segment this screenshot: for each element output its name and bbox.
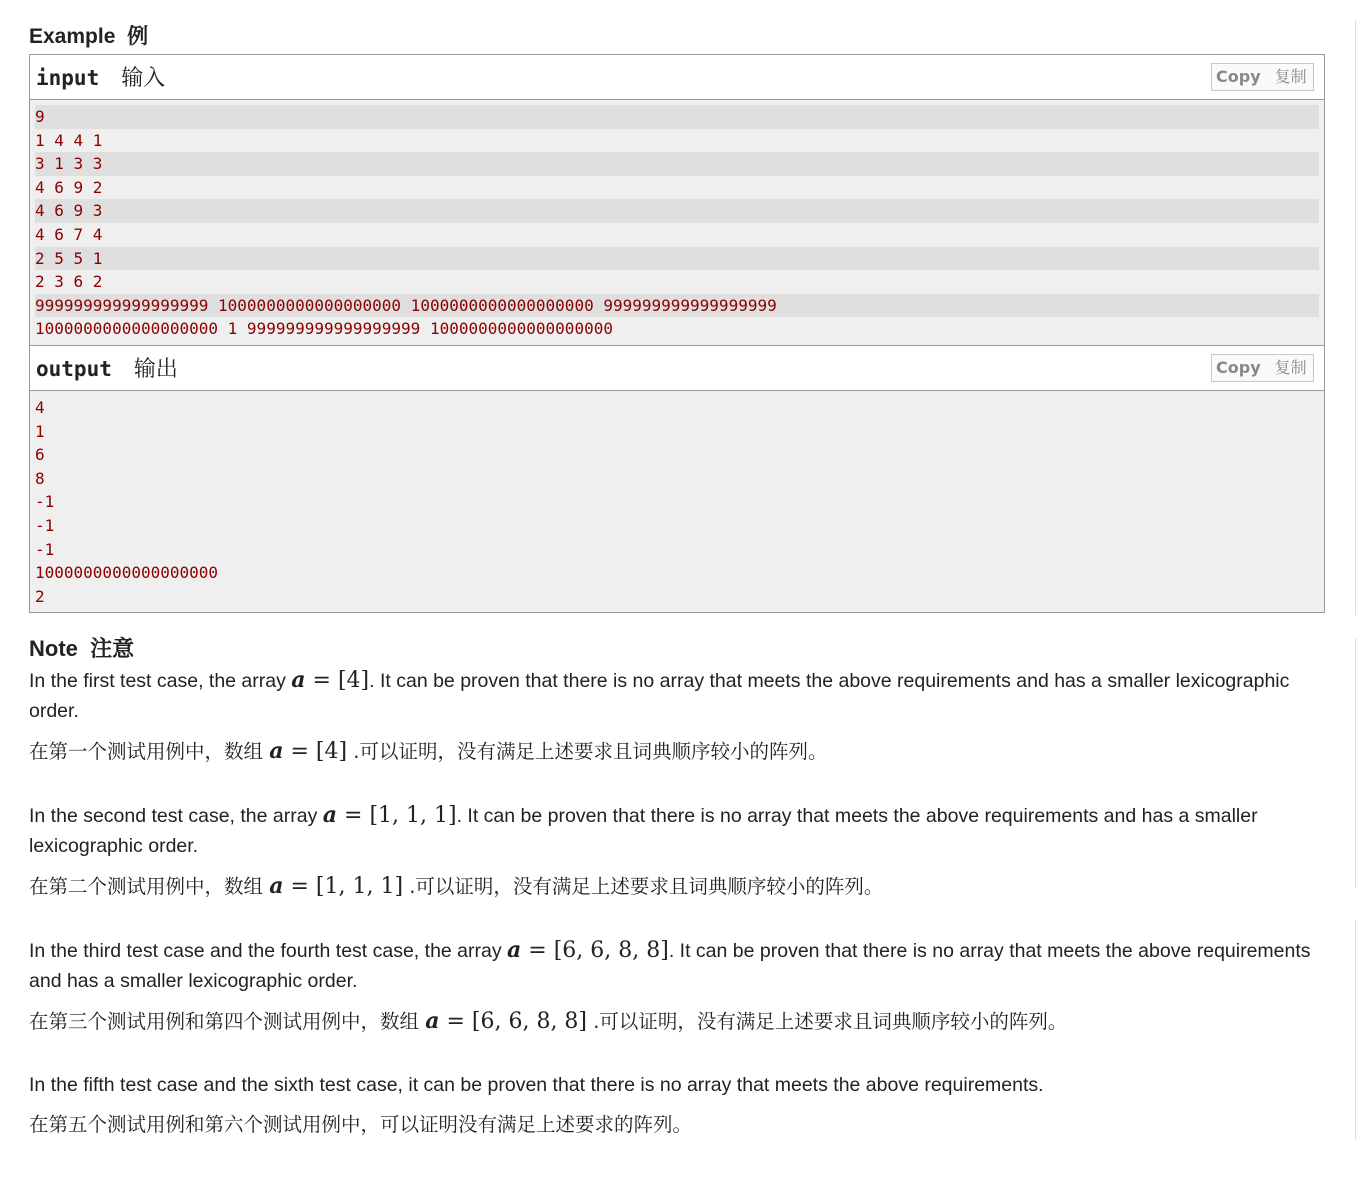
side-panel-edge bbox=[1355, 20, 1360, 615]
output-line: 6 bbox=[35, 445, 45, 465]
input-line: 9 bbox=[35, 105, 1319, 129]
note-paragraph-zh: 在第三个测试用例和第四个测试用例中，数组 a = [6, 6, 8, 8] .可以证明，没有满足上述要求且词典顺序较小的阵列。 bbox=[29, 1008, 1068, 1035]
note-content bbox=[29, 665, 1325, 1070]
math-expression: a = [6, 6, 8, 8] bbox=[425, 1008, 588, 1035]
input-line: 3 1 3 3 bbox=[35, 152, 1319, 176]
output-line: 2 bbox=[35, 586, 45, 606]
input-line: 1000000000000000000 1 999999999999999999 1000000000000000000 bbox=[35, 319, 613, 339]
math-expression: a = [1, 1, 1] bbox=[322, 802, 457, 829]
input-line: 4 6 9 2 bbox=[35, 177, 103, 197]
input-line: 1 4 4 1 bbox=[35, 130, 103, 150]
problem-page bbox=[29, 22, 1325, 1140]
math-expression: a = [6, 6, 8, 8] bbox=[507, 937, 669, 964]
math-expression: a = [1, 1, 1] bbox=[269, 873, 404, 900]
output-line: 1 bbox=[35, 421, 45, 441]
output-copy-button[interactable]: Copy 复制 bbox=[1211, 354, 1314, 382]
input-header bbox=[30, 55, 1324, 100]
note-paragraph-en: In the second test case, the array a = [1, 1, 1]. It can be proven that there is no array that meets the above requirements and has a smaller lexicographic order. bbox=[29, 802, 1258, 858]
output-line: 4 bbox=[35, 397, 45, 417]
output-label: output 输出 bbox=[36, 356, 178, 382]
example-title: Example 例 bbox=[29, 25, 149, 48]
output-line: 1000000000000000000 bbox=[35, 563, 219, 583]
note-paragraph-en: In the third test case and the fourth test case, the array a = [6, 6, 8, 8]. It can be proven that there is no array that meets the above requirements and has a smaller lexicographic order. bbox=[29, 937, 1311, 993]
side-panel-edge bbox=[1355, 920, 1360, 1140]
math-expression: a = [4] bbox=[269, 738, 348, 765]
note-paragraph-en: In the first test case, the array a = [4]. It can be proven that there is no array that meets the above requirements and has a smaller lexicographic order. bbox=[29, 667, 1290, 723]
input-line: 2 3 6 2 bbox=[35, 272, 103, 292]
math-expression: a = [4] bbox=[291, 667, 370, 694]
note-paragraph-zh: 在第一个测试用例中，数组 a = [4] .可以证明，没有满足上述要求且词典顺序较小的阵列。 bbox=[29, 738, 828, 765]
note-paragraph-zh: 在第二个测试用例中，数组 a = [1, 1, 1] .可以证明，没有满足上述要求且词典顺序较小的阵列。 bbox=[29, 873, 884, 900]
input-content bbox=[30, 100, 1324, 345]
output-line: -1 bbox=[35, 539, 55, 559]
input-line: 2 5 5 1 bbox=[35, 247, 1319, 271]
input-line: 999999999999999999 1000000000000000000 1000000000000000000 999999999999999999 bbox=[35, 294, 1319, 318]
output-box bbox=[29, 346, 1325, 613]
side-panel-edge bbox=[1355, 638, 1360, 888]
note-paragraph-en: In the fifth test case and the sixth test case, it can be proven that there is no array that meets the above requirements. bbox=[29, 1074, 1044, 1097]
output-header bbox=[30, 346, 1324, 391]
output-content bbox=[30, 391, 1324, 612]
input-label: input 输入 bbox=[36, 66, 166, 91]
output-line: -1 bbox=[35, 492, 55, 512]
input-box bbox=[29, 54, 1325, 346]
input-line: 4 6 7 4 bbox=[35, 224, 103, 244]
output-line: 8 bbox=[35, 468, 45, 488]
note-title: Note 注意 bbox=[29, 636, 135, 662]
input-line: 4 6 9 3 bbox=[35, 199, 1319, 223]
note-paragraph-zh: 在第五个测试用例和第六个测试用例中，可以证明没有满足上述要求的阵列。 bbox=[29, 1113, 693, 1137]
input-copy-button[interactable]: Copy 复制 bbox=[1211, 63, 1314, 91]
output-line: -1 bbox=[35, 515, 55, 535]
